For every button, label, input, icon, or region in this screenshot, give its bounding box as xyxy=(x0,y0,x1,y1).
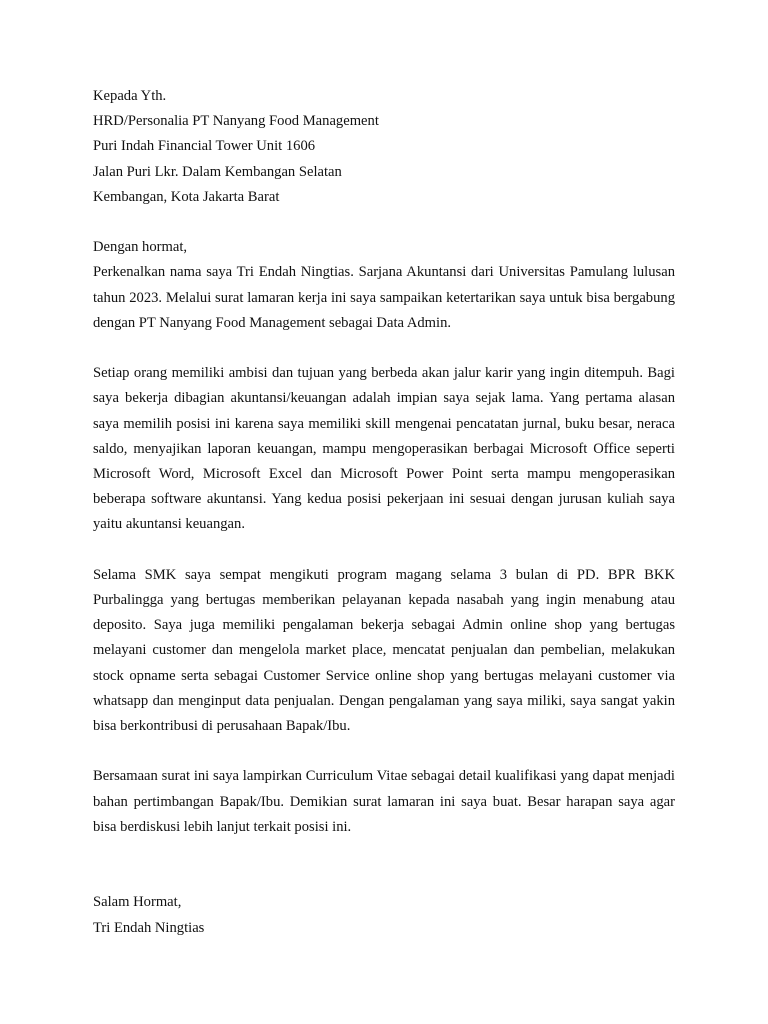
recipient-city: Kembangan, Kota Jakarta Barat xyxy=(93,188,280,205)
paragraph-closing: Bersamaan surat ini saya lampirkan Curriculum Vitae sebagai detail kualifikasi yang dapat menjadi bahan pertimbangan Bapak/Ibu. Demikian surat lamaran ini saya buat. Besar harapan saya agar bisa berdiskusi lebih lanjut terkait posisi ini. xyxy=(93,768,675,835)
recipient-street: Jalan Puri Lkr. Dalam Kembangan Selatan xyxy=(93,163,342,180)
recipient-building: Puri Indah Financial Tower Unit 1606 xyxy=(93,138,316,155)
recipient-block xyxy=(93,84,675,210)
paragraph-motivation: Setiap orang memiliki ambisi dan tujuan yang berbeda akan jalur karir yang ingin ditempuh. Bagi saya bekerja dibagian akuntansi/keuangan adalah impian saya sejak lama. Yang pertama alasan saya memilih posisi ini karena saya memiliki skill mengenai pencatatan jurnal, buku besar, neraca saldo, menyajikan laporan keuangan, mampu mengoperasikan berbagai Microsoft Office seperti Microsoft Word, Microsoft Excel dan Microsoft Power Point serta mampu mengoperasikan beberapa software akuntansi. Yang kedua posisi pekerjaan ini sesuai dengan jurusan kuliah saya yaitu akuntansi keuangan. xyxy=(93,365,675,533)
greeting: Dengan hormat, xyxy=(93,239,188,256)
signer-name: Tri Endah Ningtias xyxy=(93,919,205,936)
recipient-company: HRD/Personalia PT Nanyang Food Management xyxy=(93,113,379,130)
spacer xyxy=(93,840,675,890)
spacer xyxy=(93,210,675,235)
spacer xyxy=(93,336,675,361)
recipient-salutation: Kepada Yth. xyxy=(93,88,167,104)
spacer xyxy=(93,739,675,764)
paragraph-experience: Selama SMK saya sempat mengikuti program magang selama 3 bulan di PD. BPR BKK Purbalingga yang bertugas memberikan pelayanan kepada nasabah yang ingin menabung atau deposito. Saya juga memiliki pengalaman bekerja sebagai Admin online shop yang bertugas melayani customer dan mengelola market place, mencatat penjualan dan pembelian, melakukan stock opname serta sebagai Customer Service online shop yang bertugas melayani customer via whatsapp dan menginput data penjualan. Dengan pengalaman yang saya miliki, saya sangat yakin bisa berkontribusi di perusahaan Bapak/Ibu. xyxy=(93,566,675,735)
signoff-phrase: Salam Hormat, xyxy=(93,894,182,911)
signature-block xyxy=(93,890,675,940)
paragraph-intro: Perkenalkan nama saya Tri Endah Ningtias. Sarjana Akuntansi dari Universitas Pamulang lulusan tahun 2023. Melalui surat lamaran kerja ini saya sampaikan ketertarikan saya untuk bisa bergabung dengan PT Nanyang Food Management sebagai Data Admin. xyxy=(93,264,675,331)
letter-page xyxy=(93,84,675,941)
spacer xyxy=(93,538,675,563)
